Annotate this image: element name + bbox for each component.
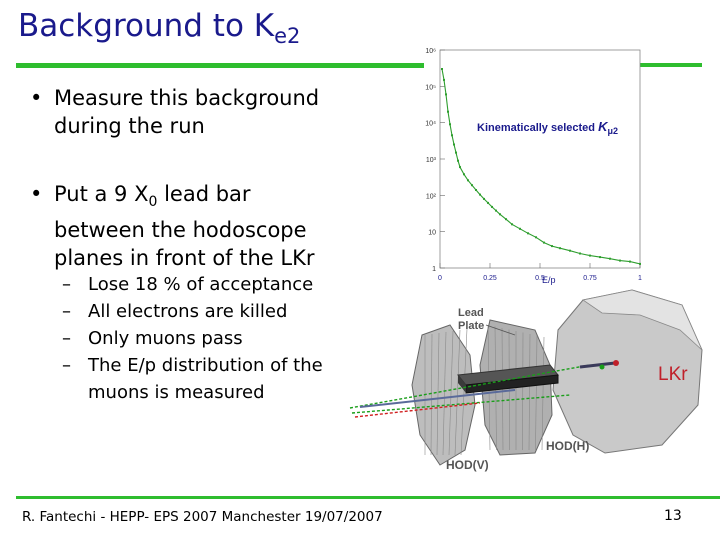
histogram-point [579, 253, 581, 255]
histogram-point [527, 232, 529, 234]
footer-text: R. Fantechi - HEPP- EPS 2007 Manchester 19/07/2007 [22, 509, 383, 525]
histogram-point [551, 245, 553, 247]
histogram-point [609, 258, 611, 260]
bullet-text: during the run [54, 114, 205, 138]
histogram-point [589, 255, 591, 257]
histogram-point [535, 236, 537, 238]
footer-rule [16, 496, 720, 499]
histogram-point [453, 144, 455, 146]
histogram-point [455, 152, 457, 154]
y-tick-label: 1 [432, 266, 436, 273]
subbullet: – All electrons are killed [62, 301, 288, 322]
histogram-point [505, 218, 507, 220]
histogram-point [459, 166, 461, 168]
x-tick-label: 0.5 [535, 275, 545, 282]
chart-annotation: Kinematically selected $K_{\mu 2}$ [477, 119, 618, 136]
subbullet-continuation: muons is measured [88, 382, 265, 403]
histogram-point [445, 93, 447, 95]
x-tick-label: 1 [638, 275, 642, 282]
histogram-point [443, 79, 445, 81]
histogram-point [543, 242, 545, 244]
x-tick-label: 0.75 [583, 275, 597, 282]
histogram-point [463, 173, 465, 175]
y-tick-label: 10⁴ [425, 120, 436, 128]
bullet-text: Put a 9 $X_0$ lead bar [54, 182, 251, 211]
subbullet-list [62, 271, 323, 406]
histogram-point [559, 247, 561, 249]
bullet-text: between the hodoscope [54, 218, 307, 243]
bullet-measure [30, 84, 320, 140]
bullet-text: Measure this background [54, 86, 320, 110]
histogram-point [599, 256, 601, 258]
subbullet: – The E/p distribution of the [62, 355, 323, 376]
histogram-point [471, 184, 473, 186]
histogram-point [487, 202, 489, 204]
x-tick-label: 0.25 [483, 275, 497, 282]
histogram-point [629, 261, 631, 263]
detector-diagram [340, 285, 720, 480]
y-tick-label: 10³ [425, 157, 436, 164]
lkr-label: LKr [658, 364, 688, 385]
bullet-text: planes in front of the LKr [54, 246, 315, 271]
x-axis-label: E/p [542, 275, 556, 285]
histogram-point [483, 198, 485, 200]
histogram-point [457, 160, 459, 162]
lead-plate-label: Plate [458, 320, 485, 332]
hod-h-label: HOD(H) [546, 439, 590, 453]
hit-marker [600, 365, 605, 370]
y-tick-label: 10² [425, 193, 436, 201]
ep-histogram-chart [420, 40, 660, 285]
y-tick-label: 10 [428, 229, 436, 237]
hod-v-label: HOD(V) [446, 458, 489, 472]
histogram-point [491, 206, 493, 208]
histogram-point [639, 263, 641, 265]
histogram-point [447, 111, 449, 113]
y-tick-label: 10⁵ [425, 84, 436, 92]
subbullet: – Lose 18 % of acceptance [62, 274, 314, 295]
histogram-point [467, 179, 469, 181]
lead-plate-label: Lead [458, 307, 484, 319]
hit-marker [613, 360, 619, 366]
histogram-point [499, 213, 501, 215]
y-tick-label: 10⁶ [425, 48, 436, 55]
histogram-point [475, 189, 477, 191]
histogram-point [569, 250, 571, 252]
x-tick-label: 0 [438, 275, 442, 282]
histogram-point [495, 210, 497, 212]
bullet-dot-icon: • [30, 86, 43, 110]
histogram-point [511, 223, 513, 225]
histogram-point [479, 194, 481, 196]
plot-frame [440, 50, 640, 268]
subbullet: – Only muons pass [62, 328, 243, 349]
histogram-point [449, 123, 451, 125]
title-rule [16, 63, 424, 68]
histogram-point [441, 68, 443, 70]
bullet-lead-bar [30, 180, 315, 272]
bullet-dot-icon: • [30, 182, 43, 206]
page-number: 13 [664, 508, 682, 524]
histogram-point [619, 260, 621, 262]
slide-title: Background to $K_{e2}$ [18, 8, 301, 48]
histogram-point [519, 228, 521, 230]
histogram-point [451, 134, 453, 136]
